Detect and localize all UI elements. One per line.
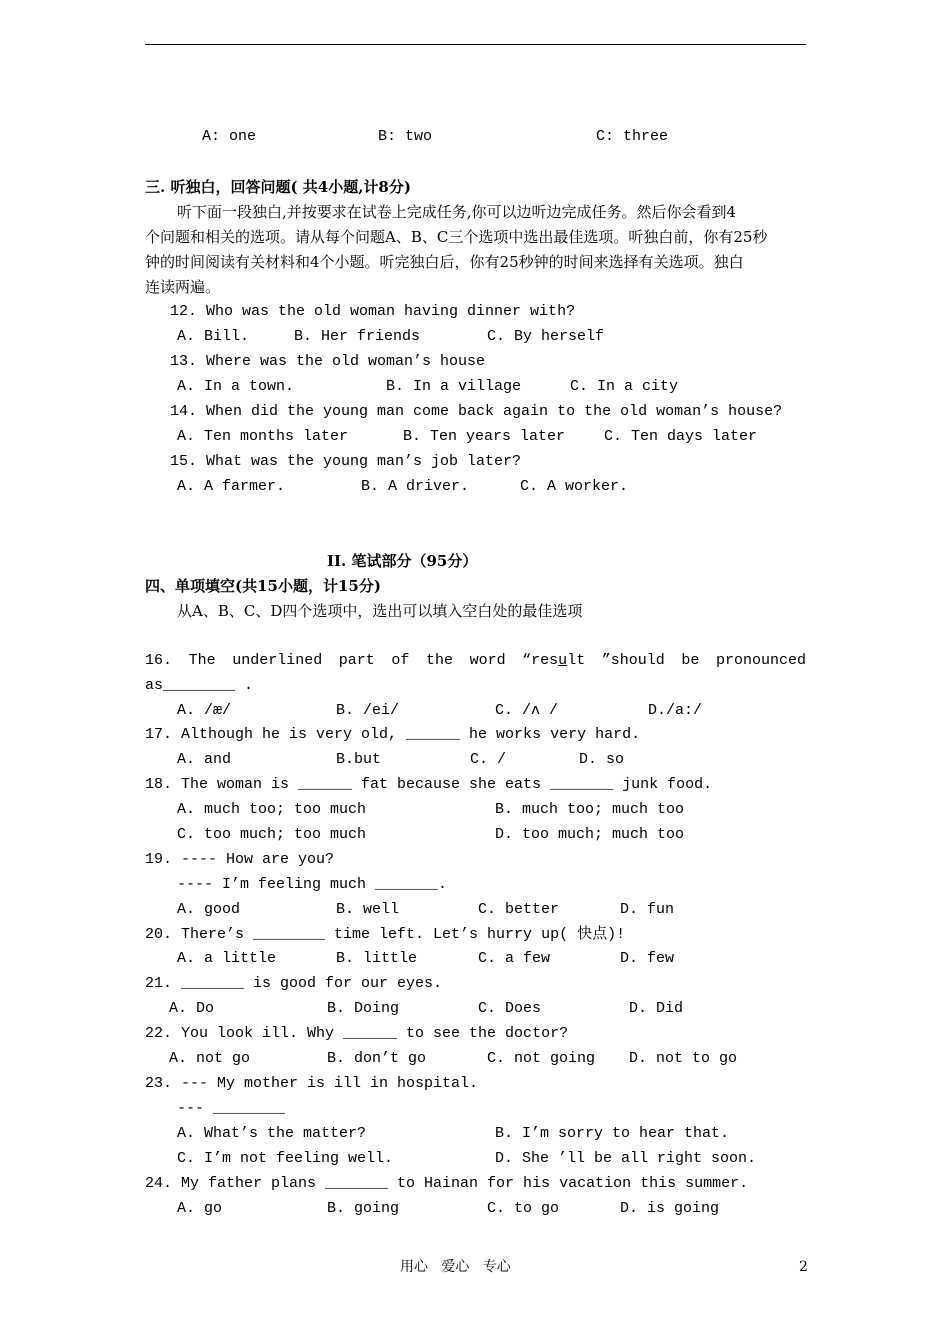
header-rule xyxy=(145,44,806,45)
q23-option-b: B. I’m sorry to hear that. xyxy=(495,1125,730,1142)
section3-instruction-line: 连读两遍。 xyxy=(145,278,221,296)
section3-instruction-line: 听下面一段独白,并按要求在试卷上完成任务,你可以边听边完成任务。然后你会看到4 xyxy=(177,203,737,221)
question-24: 24. My father plans _______ to Hainan for his vacation this summer. xyxy=(145,1175,749,1192)
q12-option-b: B. Her friends xyxy=(294,328,421,345)
q16-word: The xyxy=(188,652,216,669)
section4-title: 四、单项填空(共15小题，计15分) xyxy=(145,577,381,595)
q23-option-a: A. What’s the matter? xyxy=(177,1125,367,1142)
q14-option-c: C. Ten days later xyxy=(604,428,758,445)
q19-option-a: A. good xyxy=(177,901,241,918)
q15-option-b: B. A driver. xyxy=(361,478,470,495)
q23-option-d: D. She ’ll be all right soon. xyxy=(495,1150,757,1167)
q24-option-c: C. to go xyxy=(487,1200,560,1217)
q17-option-d: D. so xyxy=(579,751,625,768)
prev-option-a: A: one xyxy=(202,128,257,145)
q19-option-c: C. better xyxy=(478,901,560,918)
question-21: 21. _______ is good for our eyes. xyxy=(145,975,443,992)
q15-option-c: C. A worker. xyxy=(520,478,629,495)
q15-option-a: A. A farmer. xyxy=(177,478,286,495)
q16-option-c: C. /ʌ / xyxy=(495,702,559,719)
q22-option-c: C. not going xyxy=(487,1050,596,1067)
question-14: 14. When did the young man come back again to the old woman’s house? xyxy=(170,403,783,420)
question-17: 17. Although he is very old, ______ he works very hard. xyxy=(145,726,641,743)
q20-option-a: A. a little xyxy=(177,950,277,967)
question-19: 19. ---- How are you? xyxy=(145,851,335,868)
q16-word: pronounced xyxy=(715,652,806,669)
q19-option-d: D. fun xyxy=(620,901,675,918)
q20-option-b: B. little xyxy=(336,950,418,967)
question-23-reply: --- ________ xyxy=(177,1100,286,1117)
q16-word: underlined xyxy=(232,652,323,669)
q22-option-a: A. not go xyxy=(169,1050,251,1067)
q18-option-d: D. too much; much too xyxy=(495,826,685,843)
question-19-reply: ---- I’m feeling much _______. xyxy=(177,876,448,893)
q22-option-b: B. don’t go xyxy=(327,1050,427,1067)
q20-option-d: D. few xyxy=(620,950,675,967)
q17-option-b: B.but xyxy=(336,751,382,768)
q16-underlined-letter: u xyxy=(558,652,568,669)
q16-option-d: D./a:/ xyxy=(648,702,703,719)
footer-motto: 用心 爱心 专心 xyxy=(400,1259,511,1275)
q12-option-c: C. By herself xyxy=(487,328,605,345)
question-13: 13. Where was the old woman’s house xyxy=(170,353,486,370)
q16-word: the xyxy=(425,652,453,669)
q23-option-c: C. I’m not feeling well. xyxy=(177,1150,394,1167)
q18-option-b: B. much too; much too xyxy=(495,801,685,818)
q16-word: part xyxy=(338,652,375,669)
q16-line2: as________ . xyxy=(145,677,254,694)
question-16 xyxy=(145,652,806,670)
q20-option-c: C. a few xyxy=(478,950,551,967)
prev-option-b: B: two xyxy=(378,128,433,145)
q22-option-d: D. not to go xyxy=(629,1050,738,1067)
page-number: 2 xyxy=(799,1259,808,1275)
q17-option-a: A. and xyxy=(177,751,232,768)
q13-option-b: B. In a village xyxy=(386,378,522,395)
q17-option-c: C. / xyxy=(470,751,507,768)
q16-word: be xyxy=(681,652,700,669)
q16-option-a: A. /æ/ xyxy=(177,702,232,719)
section4-instruction: 从A、B、C、D四个选项中，选出可以填入空白处的最佳选项 xyxy=(177,602,583,620)
q21-option-a: A. Do xyxy=(169,1000,215,1017)
q24-option-b: B. going xyxy=(327,1200,400,1217)
q16-word: ”should xyxy=(601,652,665,669)
q21-option-d: D. Did xyxy=(629,1000,684,1017)
q16-quoted-word xyxy=(522,652,585,670)
prev-option-c: C: three xyxy=(596,128,669,145)
q18-option-c: C. too much; too much xyxy=(177,826,367,843)
q16-quote-rest: lt xyxy=(567,652,586,669)
q14-option-a: A. Ten months later xyxy=(177,428,349,445)
q16-word: 16. xyxy=(145,652,173,669)
question-23: 23. --- My mother is ill in hospital. xyxy=(145,1075,479,1092)
q21-option-b: B. Doing xyxy=(327,1000,400,1017)
question-22: 22. You look ill. Why ______ to see the doctor? xyxy=(145,1025,569,1042)
section3-title: 三. 听独白，回答问题( 共4小题,计8分) xyxy=(145,178,411,196)
question-15: 15. What was the young man’s job later? xyxy=(170,453,522,470)
question-18: 18. The woman is ______ fat because she eats _______ junk food. xyxy=(145,776,713,793)
section3-instruction-line: 钟的时间阅读有关材料和4个小题。听完独白后，你有25秒钟的时间来选择有关选项。独白 xyxy=(145,253,744,271)
q24-option-d: D. is going xyxy=(620,1200,720,1217)
q13-option-c: C. In a city xyxy=(570,378,679,395)
q16-word: of xyxy=(391,652,410,669)
q18-option-a: A. much too; too much xyxy=(177,801,367,818)
q16-word: word xyxy=(469,652,506,669)
section3-instruction-line: 个问题和相关的选项。请从每个问题A、B、C三个选项中选出最佳选项。听独白前，你有25秒 xyxy=(145,228,768,246)
q19-option-b: B. well xyxy=(336,901,400,918)
question-20: 20. There’s ________ time left. Let’s hurry up( 快点)! xyxy=(145,926,626,943)
q12-option-a: A. Bill. xyxy=(177,328,250,345)
q21-option-c: C. Does xyxy=(478,1000,542,1017)
q14-option-b: B. Ten years later xyxy=(403,428,566,445)
part2-title: II. 笔试部分（95分） xyxy=(327,552,478,570)
q24-option-a: A. go xyxy=(177,1200,223,1217)
q16-quote-open: “res xyxy=(522,652,559,669)
q13-option-a: A. In a town. xyxy=(177,378,295,395)
question-12: 12. Who was the old woman having dinner with? xyxy=(170,303,576,320)
q16-option-b: B. /ei/ xyxy=(336,702,400,719)
